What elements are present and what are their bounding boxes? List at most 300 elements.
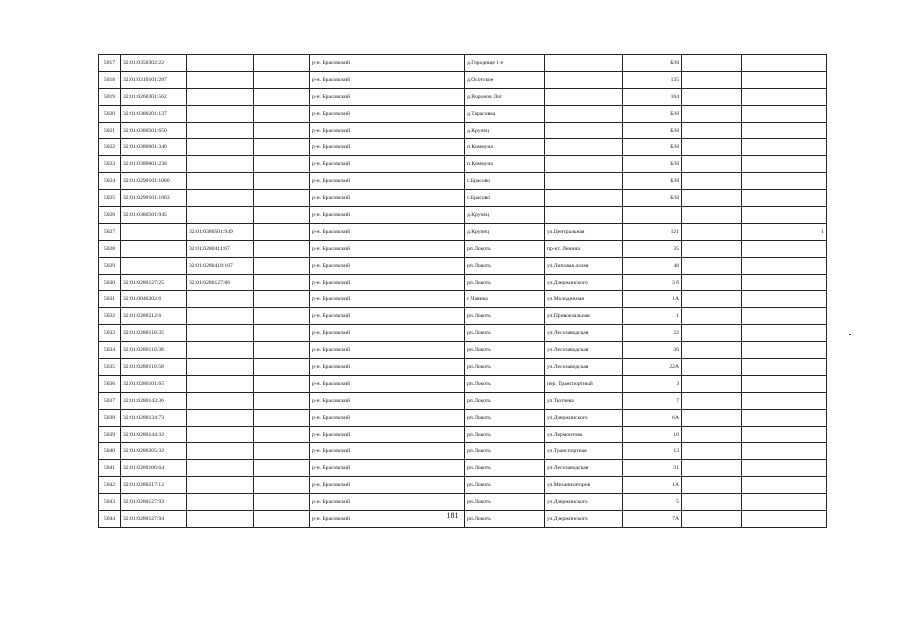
cell-locality: рп.Локоть [465,274,545,291]
cell-cadastral-number-2 [187,409,254,426]
cell-house-number: 13 [623,443,682,460]
cell-cadastral-number: 32:01:0280127:94 [121,511,187,528]
cell-cadastral-number: 32:01:0280143:36 [121,392,187,409]
cell-district: р-н. Брасовский [310,257,465,274]
cell-locality: д.Крупец [465,122,545,139]
table-row [99,207,827,224]
cell-blank-column [254,55,310,72]
cell-street: пр-кт. Ленина [545,240,623,257]
cell-extra-value [742,122,827,139]
cell-locality: с.Брасово [465,173,545,190]
cell-extra-value [742,426,827,443]
cell-cadastral-number-2 [187,494,254,511]
cell-locality: д.Крупец [465,207,545,224]
cell-row-number: 5037 [99,392,121,409]
cell-blank-column [254,494,310,511]
cell-locality: д.Воронов Лог [465,88,545,105]
cell-cadastral-number: 32:01:0380501:650 [121,122,187,139]
cell-cadastral-number-2 [187,308,254,325]
cell-locality: рп.Локоть [465,359,545,376]
cell-blank-column-2 [682,173,742,190]
cell-locality: рп.Локоть [465,409,545,426]
table-row [99,325,827,342]
cell-street: ул.Механизаторов [545,477,623,494]
cell-street [545,139,623,156]
cell-row-number: 5044 [99,511,121,528]
table-row [99,443,827,460]
cell-blank-column-2 [682,460,742,477]
cell-row-number: 5033 [99,325,121,342]
cell-house-number: 36 [623,342,682,359]
table-row [99,342,827,359]
cell-locality: рп.Локоть [465,426,545,443]
margin-mark [849,334,851,335]
cell-cadastral-number: 32:01:0260301:562 [121,88,187,105]
cell-blank-column-2 [682,207,742,224]
cell-extra-value [742,55,827,72]
cell-cadastral-number-2 [187,88,254,105]
table-row [99,190,827,207]
cell-blank-column [254,156,310,173]
cell-district: р-н. Брасовский [310,55,465,72]
table-row [99,426,827,443]
table-row [99,274,827,291]
cell-extra-value [742,274,827,291]
cell-locality: д.Тарасовка [465,105,545,122]
cell-district: р-н. Брасовский [310,190,465,207]
cell-cadastral-number-2: 32:01:0280411:67 [187,240,254,257]
cell-district: р-н. Брасовский [310,274,465,291]
cell-blank-column [254,240,310,257]
cell-row-number: 5035 [99,359,121,376]
cell-district: р-н. Брасовский [310,477,465,494]
cell-row-number: 5027 [99,223,121,240]
table-row [99,291,827,308]
table-row [99,223,827,240]
cell-extra-value [742,105,827,122]
cell-extra-value [742,71,827,88]
cell-blank-column [254,443,310,460]
cell-district: р-н. Брасовский [310,207,465,224]
cell-blank-column [254,223,310,240]
cell-street: ул.Липовая аллея [545,257,623,274]
cell-cadastral-number: 32:01:0380601:238 [121,156,187,173]
cell-district: р-н. Брасовский [310,173,465,190]
cell-cadastral-number-2 [187,122,254,139]
table-row [99,173,827,190]
cell-house-number: 1 [623,308,682,325]
cell-locality: рп.Локоть [465,375,545,392]
cell-extra-value [742,443,827,460]
cell-house-number [623,207,682,224]
cell-row-number: 5028 [99,240,121,257]
cell-district: р-н. Брасовский [310,359,465,376]
cell-street [545,207,623,224]
table-row [99,494,827,511]
cell-cadastral-number: 32:01:0290101:1063 [121,190,187,207]
cell-district: р-н. Брасовский [310,342,465,359]
cell-street [545,190,623,207]
cell-district: р-н. Брасовский [310,156,465,173]
cell-blank-column-2 [682,443,742,460]
cell-street: ул.Лесозаводская [545,325,623,342]
cell-cadastral-number-2 [187,342,254,359]
cell-house-number: Б/Н [623,156,682,173]
table-row [99,477,827,494]
cell-blank-column [254,325,310,342]
cell-cadastral-number [121,223,187,240]
cell-blank-column [254,139,310,156]
cell-street: ул.Лермонтова [545,426,623,443]
cell-house-number: 22А [623,359,682,376]
cell-district: р-н. Брасовский [310,71,465,88]
cell-district: р-н. Брасовский [310,308,465,325]
cell-cadastral-number-2 [187,156,254,173]
cell-row-number: 5019 [99,88,121,105]
register-table [98,54,827,528]
cell-cadastral-number: 32:01:0280110:35 [121,325,187,342]
cell-district: р-н. Брасовский [310,240,465,257]
cell-street [545,173,623,190]
table-row [99,156,827,173]
cell-street: ул.Привокзальная [545,308,623,325]
cell-cadastral-number: 32:01:0290101:1060 [121,173,187,190]
cell-blank-column-2 [682,223,742,240]
cell-locality: рп.Локоть [465,240,545,257]
cell-blank-column-2 [682,392,742,409]
cell-cadastral-number-2 [187,375,254,392]
cell-blank-column [254,291,310,308]
cell-blank-column [254,392,310,409]
cell-locality: рп.Локоть [465,494,545,511]
cell-blank-column-2 [682,426,742,443]
cell-locality: рп.Локоть [465,257,545,274]
cell-district: р-н. Брасовский [310,392,465,409]
cell-blank-column [254,257,310,274]
table-row [99,55,827,72]
cell-extra-value [742,139,827,156]
table-row [99,257,827,274]
cell-locality: рп.Локоть [465,392,545,409]
cell-extra-value [742,190,827,207]
cell-cadastral-number: 32:01:0280212:6 [121,308,187,325]
cell-extra-value [742,494,827,511]
cell-cadastral-number-2 [187,55,254,72]
cell-extra-value [742,88,827,105]
cell-cadastral-number-2 [187,443,254,460]
cell-street [545,55,623,72]
cell-locality: рп.Локоть [465,325,545,342]
cell-cadastral-number: 32:01:0280127:25 [121,274,187,291]
cell-blank-column [254,409,310,426]
cell-blank-column [254,105,310,122]
cell-cadastral-number: 32:01:0350302:22 [121,55,187,72]
cell-district: р-н. Брасовский [310,409,465,426]
cell-row-number: 5040 [99,443,121,460]
cell-blank-column-2 [682,88,742,105]
table-row [99,105,827,122]
cell-cadastral-number: 32:01:0280134:73 [121,409,187,426]
cell-locality: д.Осотское [465,71,545,88]
cell-cadastral-number: 32:01:0280110:58 [121,359,187,376]
cell-cadastral-number: 32:01:0040202:6 [121,291,187,308]
cell-house-number: 22 [623,325,682,342]
cell-house-number: Б/Н [623,105,682,122]
cell-locality: п.Коммуна [465,139,545,156]
cell-extra-value [742,291,827,308]
cell-district: р-н. Брасовский [310,426,465,443]
cell-house-number: Б/Н [623,122,682,139]
cell-cadastral-number-2 [187,190,254,207]
cell-blank-column [254,342,310,359]
cell-house-number: 7 [623,392,682,409]
cell-cadastral-number [121,240,187,257]
cell-house-number: 3 б [623,274,682,291]
cell-blank-column [254,122,310,139]
cell-cadastral-number-2 [187,477,254,494]
cell-blank-column-2 [682,55,742,72]
cell-extra-value [742,240,827,257]
cell-street: ул.Лесозаводская [545,342,623,359]
cell-blank-column-2 [682,291,742,308]
cell-row-number: 5032 [99,308,121,325]
cell-extra-value [742,156,827,173]
cell-district: р-н. Брасовский [310,325,465,342]
cell-house-number: 10 [623,426,682,443]
cell-extra-value [742,342,827,359]
cell-street [545,71,623,88]
cell-house-number: 6А [623,409,682,426]
cell-cadastral-number-2 [187,359,254,376]
cell-row-number: 5043 [99,494,121,511]
cell-locality: рп.Локоть [465,308,545,325]
cell-extra-value [742,308,827,325]
cell-street: ул.Лесозаводская [545,359,623,376]
cell-street: ул.Дзержинского [545,494,623,511]
cell-street: ул.Дзержинского [545,409,623,426]
cell-house-number: 135 [623,71,682,88]
cell-locality: рп.Локоть [465,443,545,460]
cell-blank-column [254,426,310,443]
cell-blank-column-2 [682,308,742,325]
cell-blank-column [254,375,310,392]
table-row [99,460,827,477]
cell-cadastral-number: 32:01:0280101:65 [121,375,187,392]
cell-blank-column-2 [682,139,742,156]
cell-cadastral-number-2 [187,71,254,88]
cell-locality: д.Крупец [465,223,545,240]
cell-house-number: 35 [623,240,682,257]
cell-cadastral-number: 32:01:0380501:945 [121,207,187,224]
cell-house-number: Б/Н [623,190,682,207]
table-row [99,375,827,392]
cell-row-number: 5031 [99,291,121,308]
cell-locality: рп.Локоть [465,342,545,359]
cell-locality: д.Городище 1-е [465,55,545,72]
cell-house-number: Б/Н [623,173,682,190]
cell-cadastral-number-2 [187,105,254,122]
cell-extra-value [742,392,827,409]
cell-extra-value [742,173,827,190]
cell-blank-column-2 [682,274,742,291]
cell-blank-column-2 [682,325,742,342]
cell-extra-value [742,207,827,224]
cell-locality: рп.Локоть [465,511,545,528]
cell-blank-column-2 [682,105,742,122]
cell-blank-column-2 [682,359,742,376]
cell-street: ул.Молодежная [545,291,623,308]
table-row [99,88,827,105]
table-row [99,139,827,156]
cell-extra-value [742,257,827,274]
cell-house-number: 164 [623,88,682,105]
cell-row-number: 5039 [99,426,121,443]
cell-cadastral-number: 32:01:0280205:32 [121,443,187,460]
cell-district: р-н. Брасовский [310,122,465,139]
cell-cadastral-number: 32:01:0380201:137 [121,105,187,122]
cell-street [545,105,623,122]
cell-blank-column [254,274,310,291]
cell-extra-value [742,325,827,342]
cell-row-number: 5030 [99,274,121,291]
cell-blank-column-2 [682,477,742,494]
cell-street [545,122,623,139]
cell-blank-column-2 [682,190,742,207]
cell-cadastral-number [121,257,187,274]
cell-street: ул.Транспортная [545,443,623,460]
cell-cadastral-number: 32:01:0380601:340 [121,139,187,156]
table-row [99,409,827,426]
cell-house-number: 1А [623,291,682,308]
cell-extra-value [742,359,827,376]
cell-row-number: 5026 [99,207,121,224]
cell-street: ул.Лесозаводская [545,460,623,477]
cell-district: р-н. Брасовский [310,443,465,460]
table-row [99,308,827,325]
cell-row-number: 5024 [99,173,121,190]
cell-cadastral-number-2 [187,173,254,190]
cell-blank-column-2 [682,122,742,139]
cell-district: р-н. Брасовский [310,291,465,308]
cell-extra-value [742,477,827,494]
table-row [99,122,827,139]
cell-blank-column [254,71,310,88]
cell-blank-column [254,308,310,325]
cell-blank-column-2 [682,257,742,274]
cell-locality: п.Коммуна [465,156,545,173]
cell-row-number: 5022 [99,139,121,156]
cell-blank-column-2 [682,156,742,173]
cell-district: р-н. Брасовский [310,223,465,240]
cell-blank-column-2 [682,494,742,511]
cell-cadastral-number-2 [187,460,254,477]
cell-row-number: 5029 [99,257,121,274]
cell-blank-column-2 [682,342,742,359]
cell-cadastral-number-2 [187,139,254,156]
cell-street: ул.Дзержинского [545,511,623,528]
cell-cadastral-number-2 [187,426,254,443]
cell-cadastral-number-2 [187,392,254,409]
cell-cadastral-number: 32:01:0280110:38 [121,342,187,359]
cell-cadastral-number: 32:01:0280144:32 [121,426,187,443]
cell-cadastral-number: 32:01:0310101:287 [121,71,187,88]
cell-house-number: 5 [623,494,682,511]
cell-district: р-н. Брасовский [310,511,465,528]
cell-house-number: Б/Н [623,55,682,72]
cell-row-number: 5017 [99,55,121,72]
cell-row-number: 5041 [99,460,121,477]
cell-extra-value: 1 [742,223,827,240]
cell-row-number: 5034 [99,342,121,359]
cell-district: р-н. Брасовский [310,494,465,511]
cell-blank-column [254,173,310,190]
cell-house-number: 31 [623,460,682,477]
cell-cadastral-number-2: 32:01:0280418:167 [187,257,254,274]
cell-house-number: 7А [623,511,682,528]
cell-blank-column-2 [682,409,742,426]
cell-row-number: 5021 [99,122,121,139]
cell-street [545,156,623,173]
cell-row-number: 5020 [99,105,121,122]
cell-blank-column-2 [682,240,742,257]
cell-cadastral-number-2 [187,325,254,342]
cell-street: пер. Транспортный [545,375,623,392]
page-number: 181 [446,511,459,520]
cell-district: р-н. Брасовский [310,460,465,477]
cell-blank-column [254,477,310,494]
cell-row-number: 5036 [99,375,121,392]
cell-cadastral-number-2 [187,207,254,224]
cell-blank-column [254,190,310,207]
table-row [99,240,827,257]
cell-street: ул.Тютчева [545,392,623,409]
cell-house-number: 121 [623,223,682,240]
cell-blank-column-2 [682,375,742,392]
cell-locality: с.Чаянка [465,291,545,308]
cell-blank-column [254,359,310,376]
cell-row-number: 5018 [99,71,121,88]
cell-house-number: 1А [623,477,682,494]
cell-row-number: 5042 [99,477,121,494]
cell-cadastral-number-2: 32:01:0280127:86 [187,274,254,291]
cell-locality: рп.Локоть [465,460,545,477]
cell-cadastral-number-2: 32:01:0380501:949 [187,223,254,240]
cell-cadastral-number-2 [187,291,254,308]
cell-street: ул.Центральная [545,223,623,240]
cell-cadastral-number: 32:01:0280127:93 [121,494,187,511]
cell-locality: с.Брасово [465,190,545,207]
cell-row-number: 5023 [99,156,121,173]
cell-extra-value [742,460,827,477]
cell-district: р-н. Брасовский [310,139,465,156]
cell-district: р-н. Брасовский [310,375,465,392]
cell-extra-value [742,409,827,426]
cell-street: ул.Дзержинского [545,274,623,291]
cell-row-number: 5025 [99,190,121,207]
cell-row-number: 5038 [99,409,121,426]
table-row [99,359,827,376]
table-row [99,71,827,88]
cell-district: р-н. Брасовский [310,105,465,122]
cell-district: р-н. Брасовский [310,88,465,105]
cell-extra-value [742,375,827,392]
register-table-body [99,55,827,528]
cell-blank-column [254,88,310,105]
cell-blank-column-2 [682,71,742,88]
cell-street [545,88,623,105]
cell-blank-column [254,207,310,224]
cell-blank-column [254,460,310,477]
